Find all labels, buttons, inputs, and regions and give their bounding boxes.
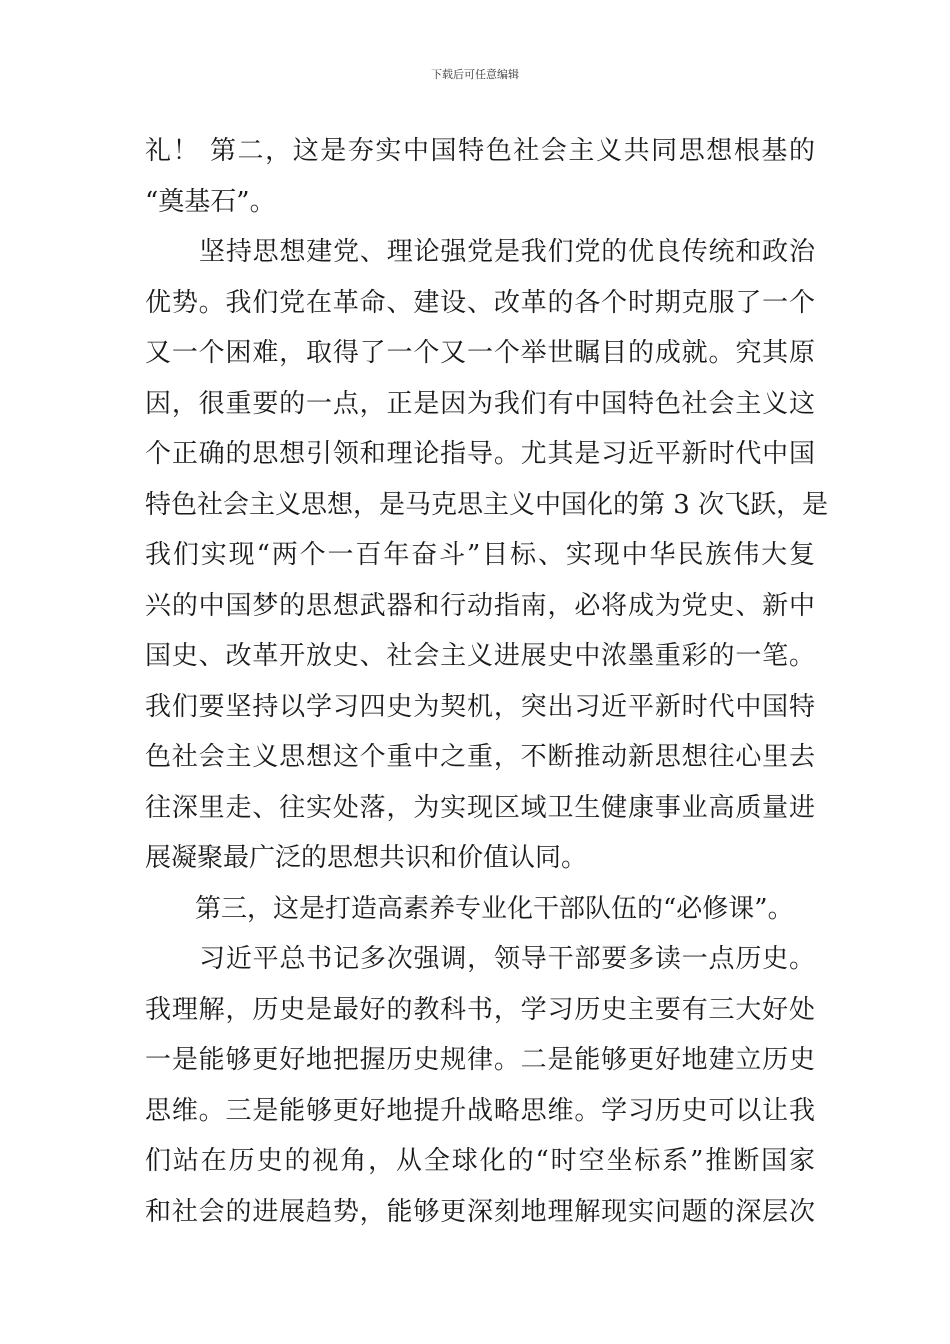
text-line: 我们要坚持以学习四史为契机，突出习近平新时代中国特: [145, 691, 815, 722]
page-header-watermark: 下载后可任意编辑: [431, 68, 519, 81]
text-line: 个正确的思想引领和理论指导。尤其是习近平新时代中国: [145, 439, 815, 469]
text-line: 们站在历史的视角，从全球化的“时空坐标系”推断国家: [145, 1146, 815, 1176]
paragraph-first-line: 习近平总书记多次强调，领导干部要多读一点历史。: [199, 944, 815, 974]
text-line: 又一个困难，取得了一个又一个举世瞩目的成就。究其原: [145, 338, 815, 368]
text-line: 礼！ 第二，这是夯实中国特色社会主义共同思想根基的: [145, 136, 815, 166]
text-line: 往深里走、往实处落，为实现区域卫生健康事业高质量进: [145, 792, 815, 823]
text-line: 和社会的进展趋势，能够更深刻地理解现实问题的深层次: [145, 1196, 815, 1227]
text-line: 国史、改革开放史、社会主义进展史中浓墨重彩的一笔。: [145, 641, 815, 671]
text-line: “奠基石”。: [145, 186, 276, 217]
document-body: [145, 126, 829, 1237]
text-line: 我们实现“两个一百年奋斗”目标、实现中华民族伟大复: [145, 540, 815, 570]
text-line: 兴的中国梦的思想武器和行动指南，必将成为党史、新中: [145, 590, 815, 621]
text-line: 展凝聚最广泛的思想共识和价值认同。: [145, 843, 588, 873]
section-heading: 第三，这是打造高素养专业化干部队伍的“必修课”。: [195, 893, 794, 924]
text-line: 色社会主义思想这个重中之重，不断推动新思想往心里去: [145, 742, 815, 772]
text-line: 思维。三是能够更好地提升战略思维。学习历史可以让我: [145, 1095, 815, 1126]
paragraph-first-line: 坚持思想建党、理论强党是我们党的优良传统和政治: [199, 237, 815, 267]
text-line: 特色社会主义思想，是马克思主义中国化的第 3 次飞跃，是: [145, 489, 829, 520]
text-line: 优势。我们党在革命、建设、改革的各个时期克服了一个: [145, 287, 815, 318]
text-line: 我理解，历史是最好的教科书，学习历史主要有三大好处: [145, 994, 815, 1025]
text-line: 一是能够更好地把握历史规律。二是能够更好地建立历史: [145, 1045, 815, 1075]
text-line: 因，很重要的一点，正是因为我们有中国特色社会主义这: [145, 388, 815, 419]
